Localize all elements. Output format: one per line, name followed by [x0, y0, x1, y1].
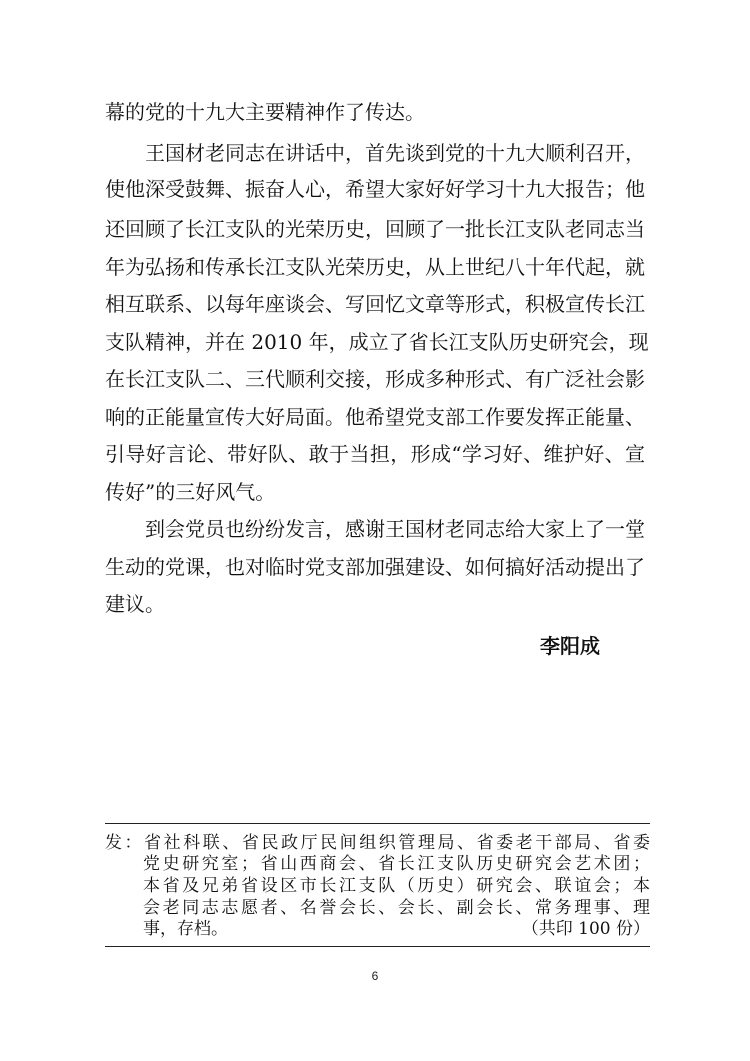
body-line: 使他深受鼓舞、振奋人心，希望大家好好学习十九大报告；他 [105, 177, 645, 201]
author-signature: 李阳成 [540, 634, 600, 658]
top-divider [105, 823, 650, 824]
distribution-line: 本省及兄弟省设区市长江支队（历史）研究会、联谊会；本 [143, 876, 650, 896]
body-line: 到会党员也纷纷发言，感谢王国材老同志给大家上了一堂 [145, 517, 645, 541]
body-line: 在长江支队二、三代顺利交接，形成多种形式、有广泛社会影 [105, 367, 645, 391]
body-line: 幕的党的十九大主要精神作了传达。 [105, 100, 425, 124]
body-line: 支队精神，并在 2010 年，成立了省长江支队历史研究会，现 [105, 330, 649, 354]
distribution-line [105, 832, 650, 854]
distribution-text: 省社科联、省民政厅民间组织管理局、省委老干部局、省委 [144, 833, 651, 853]
page-number: 6 [371, 969, 379, 983]
distribution-line: 党史研究室；省山西商会、省长江支队历史研究会艺术团； [143, 854, 650, 874]
body-line: 响的正能量宣传大好局面。他希望党支部工作要发挥正能量、 [105, 405, 645, 429]
body-line: 还回顾了长江支队的光荣历史，回顾了一批长江支队老同志当 [105, 217, 645, 241]
body-line: 年为弘扬和传承长江支队光荣历史，从上世纪八十年代起，就 [105, 255, 645, 279]
body-line: 生动的党课，也对临时党支部加强建设、如何搞好活动提出了 [105, 555, 645, 579]
print-count: （共印 100 份） [521, 919, 650, 939]
distribution-line: 事，存档。 [143, 919, 228, 939]
bottom-divider [105, 946, 650, 947]
body-line: 相互联系、以每年座谈会、写回忆文章等形式，积极宣传长江 [105, 292, 645, 316]
body-line: 传好”的三好风气。 [105, 480, 276, 504]
distribution-line: 会老同志志愿者、名誉会长、会长、副会长、常务理事、理 [143, 898, 650, 918]
distribution-label: 发： [105, 833, 145, 853]
body-line: 王国材老同志在讲话中，首先谈到党的十九大顺利召开， [145, 141, 645, 165]
body-line: 引导好言论、带好队、敢于当担，形成“学习好、维护好、宣 [105, 442, 645, 466]
body-line: 建议。 [105, 592, 165, 616]
